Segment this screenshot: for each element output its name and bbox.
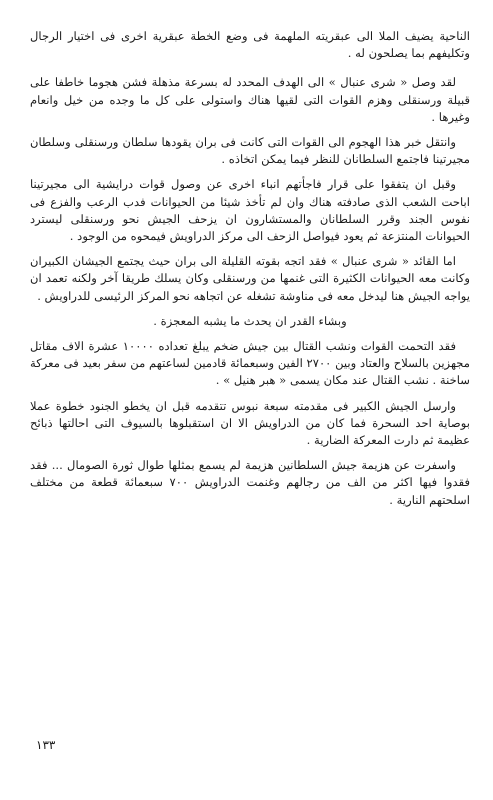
paragraph-4: وقبل ان يتفقوا على قرار فاجأتهم انباء اخرى عن وصول قوات درايشية الى مجيرتينا اباحت الشعب الذى صادفته هناك وان لم تأخذ شيئا من الحيوانات فدب الرعب والفزع فى نفوس الجند وقرر السلطانان والمستشارون ان يزحف الجيش نحو ورسنقلى ليسترد الحيوانات المنتزعة ثم يعود فيواصل الزحف الى مركز الدراويش فيمحوه من الوجود . xyxy=(30,177,470,244)
paragraph-5: اما القائد « شرى عنبال » فقد اتجه بقوته القليلة الى بران حيث يجتمع الجيشان الكبيران وكانت معه الحيوانات الكثيرة التى غنمها من ورسنقلى وكان يسلك طريقا آخر ولكنه تعمد ان يواجه الجيش هنا ليدخل معه فى مناوشة تشغله عن اتجاهه نحو المركز الرئيسى للدراويش . xyxy=(30,254,470,303)
paragraph-2: لقد وصل « شرى عنبال » الى الهدف المحدد له بسرعة مذهلة فشن هجوما خاطفا على قبيلة ورسنقلى وهزم القوات التى لقيها هناك واستولى على كل ما وجده من خيل وانعام وغيرها . xyxy=(30,75,470,124)
paragraph-9: واسفرت عن هزيمة جيش السلطانين هزيمة لم يسمع بمثلها طوال ثورة الصومال ... فقد فقدوا فيها اكثر من الف من رجالهم وغنمت الدراويش ٧٠٠ سبعمائة قطعة من مختلف اسلحتهم النارية . xyxy=(30,458,471,507)
document-page xyxy=(30,28,470,517)
paragraph-6: وبشاء القدر ان يحدث ما يشبه المعجزة . xyxy=(153,313,347,328)
paragraph-1: الناحية يضيف الملا الى عبقريته الملهمة فى وضع الخطة عبقرية اخرى فى اختيار الرجال وتكليفهم بما يصلحون له . xyxy=(30,29,470,61)
page-number: ١٣٣ xyxy=(36,738,56,752)
paragraph-3: وانتقل خبر هذا الهجوم الى القوات التى كانت فى بران يقودها سلطان ورسنقلى وسلطان مجيرتينا فاجتمع السلطانان للنظر فيما يمكن اتخاذه . xyxy=(30,135,470,167)
paragraph-7: فقد التحمت القوات ونشب القتال بين جيش ضخم يبلغ تعداده ١٠٠٠٠ عشرة الاف مقاتل مجهزين بالسلاح والعتاد وبين ٢٧٠٠ الفين وسبعمائة قادمين لساعتهم من سفر بعيد فى معركة ساخنة . نشب القتال عند مكان يسمى « هبر هنيل » . xyxy=(30,339,470,388)
paragraph-8: وارسل الجيش الكبير فى مقدمته سبعة نبوس تتقدمه قبل ان يخطو الجنود خطوة عملا بوصاية احد السحرة فما كان من الدراويش الا ان استقبلوها بالسيوف التى احالتها ذبائح عظيمة ثم دارت المعركة الضارية . xyxy=(30,398,470,448)
